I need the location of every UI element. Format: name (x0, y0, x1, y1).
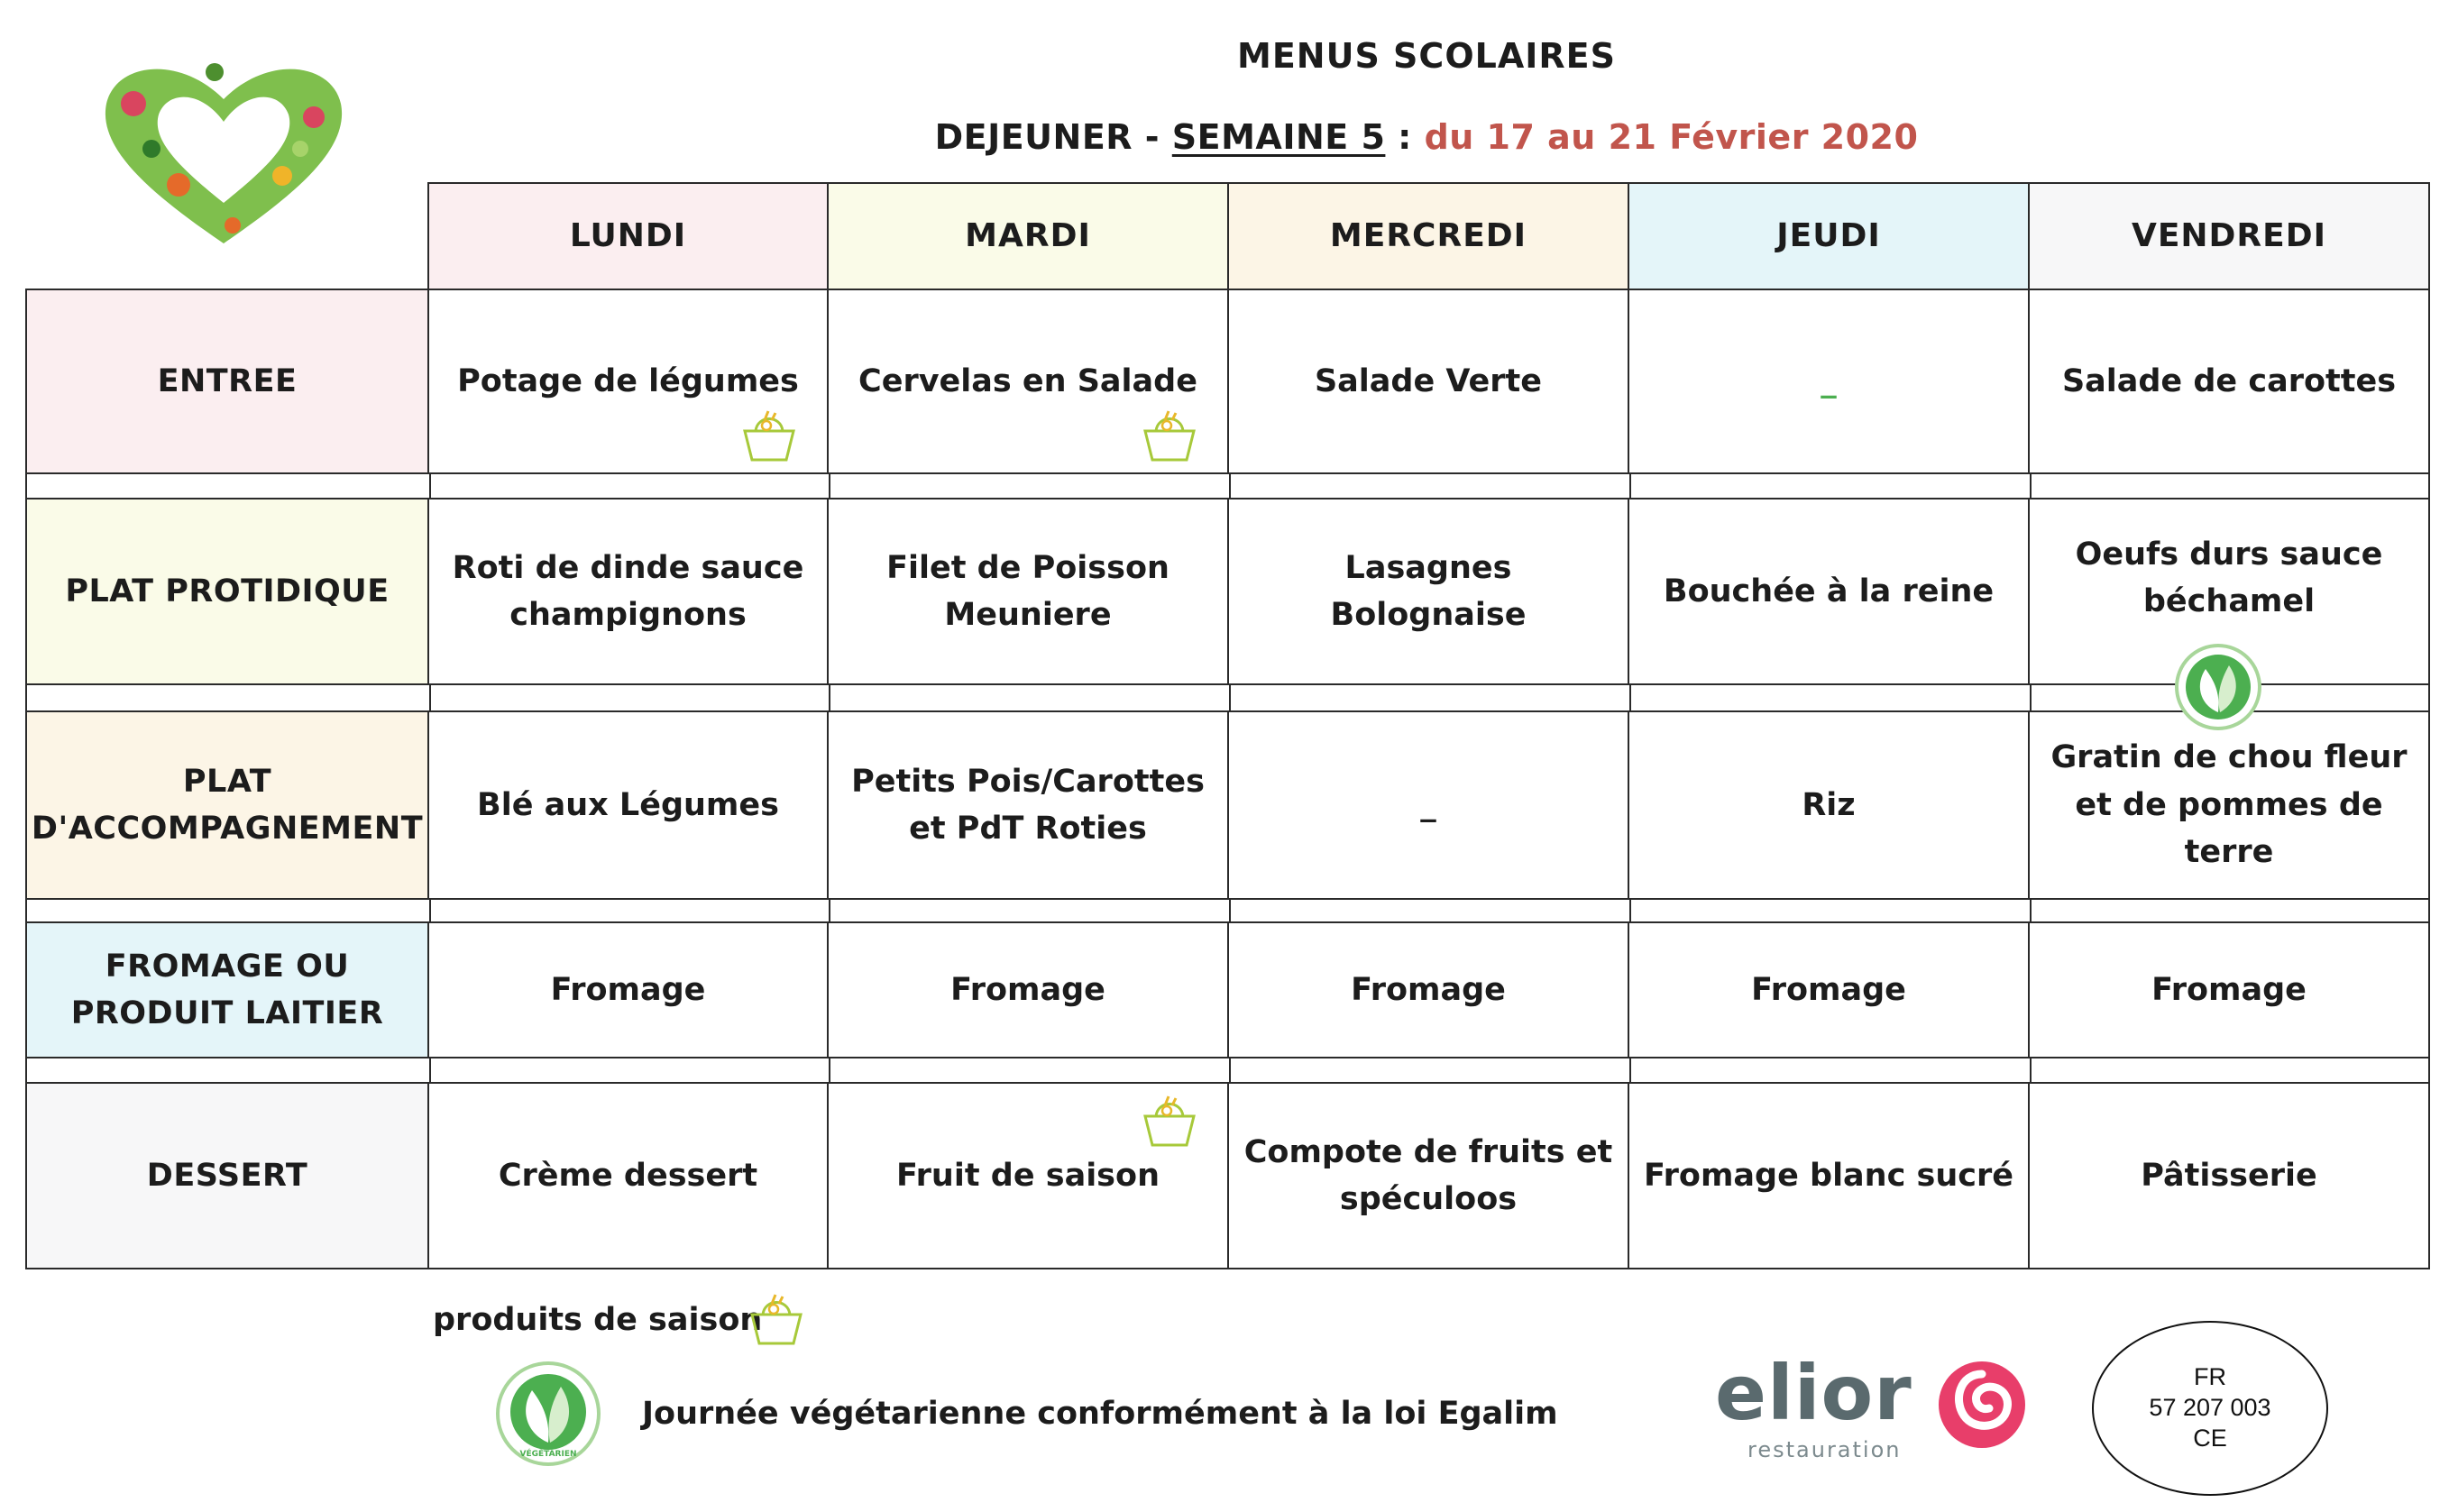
menu-cell: Fromage blanc sucré (1628, 1082, 2030, 1269)
menu-cell: Roti de dinde sauce champignons (427, 498, 829, 685)
seasonal-basket-icon (738, 408, 801, 465)
elior-logo (1715, 1349, 2040, 1462)
page-title: MENUS SCOLAIRES (1237, 36, 1616, 76)
subtitle-week: SEMAINE 5 (1171, 117, 1386, 157)
menu-cell: Petits Pois/Carottes et PdT Roties (827, 710, 1229, 900)
table-band (25, 898, 2430, 923)
menu-cell: Fromage (427, 921, 829, 1058)
stamp-line-3: CE (2193, 1424, 2227, 1452)
menu-cell: Blé aux Légumes (427, 710, 829, 900)
vegetarian-badge-icon (2173, 642, 2263, 732)
menu-cell: Fromage (1227, 921, 1629, 1058)
legend-vegetarian-label: Journée végétarienne conformément à la loi Egalim (642, 1396, 1558, 1432)
menu-cell: Bouchée à la reine (1628, 498, 2030, 685)
menu-cell: Oeufs durs sauce béchamel (2028, 498, 2430, 685)
row-label-dessert: DESSERT (25, 1082, 429, 1269)
menu-cell: Fromage (2028, 921, 2430, 1058)
menu-cell: Gratin de chou fleur et de pommes de terre (2028, 710, 2430, 900)
menu-cell: Fromage (827, 921, 1229, 1058)
menu-cell: Salade Verte (1227, 289, 1629, 474)
elior-rose-icon (1933, 1358, 2031, 1452)
row-label-fromage: FROMAGE OU PRODUIT LAITIER (25, 921, 429, 1058)
elior-brand-sub: restauration (1747, 1437, 1902, 1462)
menu-cell: Riz (1628, 710, 2030, 900)
page-subtitle (0, 117, 2449, 157)
day-header-lundi: LUNDI (427, 182, 829, 290)
menu-cell: _ (1227, 710, 1629, 900)
menu-cell: _ (1628, 289, 2030, 474)
vegetarian-legend-badge (494, 1360, 602, 1468)
menu-cell: Lasagnes Bolognaise (1227, 498, 1629, 685)
table-band (25, 1057, 2430, 1084)
row-label-plat-accompagnement: PLAT D'ACCOMPAGNEMENT (25, 710, 429, 900)
row-label-plat-protidique: PLAT PROTIDIQUE (25, 498, 429, 685)
menu-cell: Filet de Poisson Meuniere (827, 498, 1229, 685)
seasonal-basket-icon (1138, 408, 1201, 465)
legend-seasonal-label: produits de saison (433, 1302, 763, 1338)
menu-cell: Compote de fruits et spéculoos (1227, 1082, 1629, 1269)
vegetarian-badge-text: VÉGÉTARIEN (519, 1450, 577, 1459)
subtitle-dates: du 17 au 21 Février 2020 (1424, 117, 1919, 157)
day-header-vendredi: VENDREDI (2028, 182, 2430, 290)
stamp-line-1: FR (2194, 1363, 2226, 1391)
menu-cell: Potage de légumes (427, 289, 829, 474)
table-band (25, 472, 2430, 499)
seasonal-basket-icon (1138, 1093, 1201, 1150)
day-header-mercredi: MERCREDI (1227, 182, 1629, 290)
row-label-entree: ENTREE (25, 289, 429, 474)
menu-cell: Cervelas en Salade (827, 289, 1229, 474)
menu-cell: Pâtisserie (2028, 1082, 2430, 1269)
day-header-mardi: MARDI (827, 182, 1229, 290)
day-header-jeudi: JEUDI (1628, 182, 2030, 290)
menu-cell: Fromage (1628, 921, 2030, 1058)
table-band (25, 683, 2430, 712)
menu-cell: Fruit de saison (827, 1082, 1229, 1269)
menu-cell: Crème dessert (427, 1082, 829, 1269)
menu-cell: Salade de carottes (2028, 289, 2430, 474)
stamp-line-2: 57 207 003 (2149, 1394, 2271, 1422)
elior-brand-name: elior (1715, 1349, 1912, 1437)
seasonal-basket-icon (745, 1291, 808, 1349)
approval-stamp (2092, 1321, 2328, 1496)
subtitle-meal: DEJEUNER - (934, 117, 1172, 157)
subtitle-separator: : (1385, 117, 1425, 157)
